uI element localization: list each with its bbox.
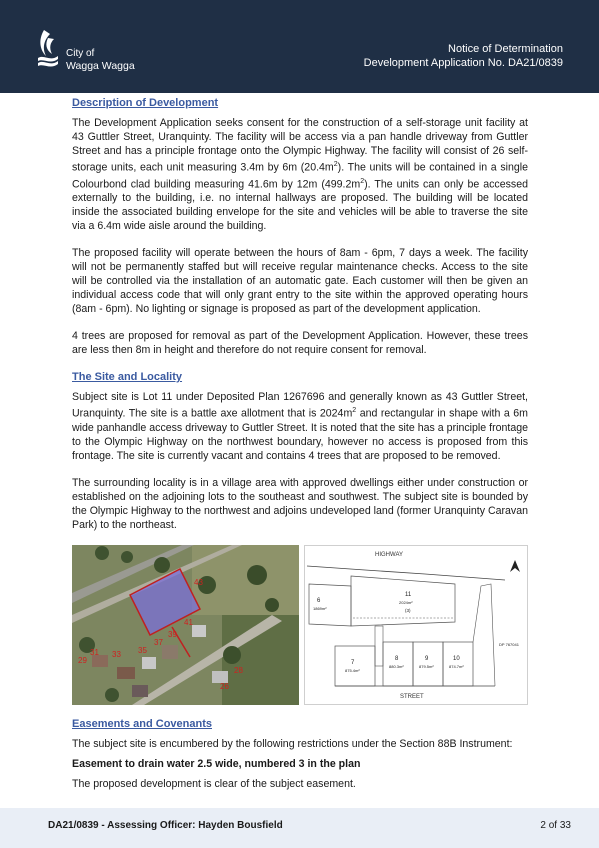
footer-reference: DA21/0839 - Assessing Officer: Hayden Bousfield xyxy=(48,820,283,831)
aerial-map-graphic xyxy=(72,545,299,705)
title-line2: Development Application No. DA21/0839 xyxy=(363,57,563,69)
lot-area: 1869m² xyxy=(313,605,327,611)
text-run: ). The units will be contained in a single Colourbond clad building measuring 41.6m by 12m (499.2m xyxy=(72,161,528,191)
document-title xyxy=(364,42,563,70)
aerial-label: 31 xyxy=(90,647,99,657)
aerial-photo xyxy=(72,545,299,705)
text-run: The Development Application seeks consent for the construction of a self-storage unit facility at 43 Guttler Street, Uranquinty. The facility will be access via a pan handle driveway from Guttler Street and has a principle frontage onto the Olympic Highway. The facility will consist of 26 self-storage units, each unit measuring 3.4m by 6m (20.4m xyxy=(72,117,528,174)
lot-area: 880.3m² xyxy=(389,663,404,669)
page-number: 2 of 33 xyxy=(540,820,571,831)
site-paragraph-2: The surrounding locality is in a village area with approved dwellings either under construction or established on the adjoining lots to the southeast and southwest. The subject site is bounded by the Olympic Highway to the northwest and adjoins undeveloped land (former Uranquinty Caravan Park) to the northeast. xyxy=(72,476,528,531)
easement-label: (3) xyxy=(405,607,411,613)
council-logo xyxy=(36,28,146,76)
lot-number: 9 xyxy=(425,655,429,662)
title-line1: Notice of Determination xyxy=(448,43,563,55)
superscript: 2 xyxy=(352,407,357,415)
aerial-label: 43 xyxy=(194,577,203,587)
logo-text-line2: Wagga Wagga xyxy=(66,60,135,72)
plan-side-note: DP 767041 xyxy=(499,641,519,647)
description-paragraph-2: The proposed facility will operate between the hours of 8am - 6pm, 7 days a week. The facility will not be permanently staffed but will receive regular maintenance checks. Access to the site will be controlled via the installation of an automatic gate. Each customer will then be given an individual access code that will only grant entry to the site within the approved operating hours (8am - 6pm). No lighting or signage is proposed as part of the development application. xyxy=(72,247,528,316)
superscript: 2 xyxy=(360,177,365,185)
text-run: Subject site is Lot 11 under Deposited Plan 1267696 and generally known as 43 Guttler Street, Uranquinty. The site is a battle axe allotment that is 2024m xyxy=(72,391,528,420)
wave-logo-icon xyxy=(36,28,64,72)
logo-text-line1: City of xyxy=(66,48,95,59)
lot-number: 6 xyxy=(317,597,321,604)
section-heading-description: Description of Development xyxy=(72,97,219,109)
aerial-label: 39 xyxy=(168,629,177,639)
aerial-label: 29 xyxy=(78,655,87,665)
site-paragraph-1 xyxy=(72,390,528,463)
page-header xyxy=(0,0,599,93)
aerial-label: 28 xyxy=(234,665,243,675)
plan-graphic xyxy=(305,546,527,704)
lot-number: 10 xyxy=(453,655,460,662)
text-run: ). The units can only be accessed externally to the building, i.e. no internal hallways are proposed. The building will be located inside the associated building envelope for the site and vehicles will be able to traverse the site via a 6.4m wide aisle around the building. xyxy=(72,178,528,233)
superscript: 2 xyxy=(333,161,338,168)
lot-area: 879.5m² xyxy=(419,663,434,669)
deposited-plan-drawing xyxy=(304,545,528,705)
page-content xyxy=(72,96,528,797)
section-heading-easements: Easements and Covenants xyxy=(72,717,212,730)
description-paragraph-1 xyxy=(72,116,528,233)
easements-paragraph-2: Easement to drain water 2.5 wide, numbered 3 in the plan xyxy=(72,757,361,770)
north-arrow-icon xyxy=(510,560,520,572)
highway-label: HIGHWAY xyxy=(375,551,403,558)
easements-paragraph-3: The proposed development is clear of the subject easement. xyxy=(72,777,356,790)
text-run: and rectangular in shape with a 6m wide panhandle access driveway to Guttler Street. It is noted that the site has a principle frontage to the Olympic Highway on the northwest boundary, however no access is proposed from this frontage. The site is currently vacant and contains 4 trees that are proposed to be removed. xyxy=(72,407,528,462)
page-footer xyxy=(0,808,599,848)
lot-number: 8 xyxy=(395,655,399,662)
lot-number: 11 xyxy=(405,591,412,598)
description-paragraph-3: 4 trees are proposed for removal as part of the Development Application. However, these trees are less then 8m in height and therefore do not require consent for removal. xyxy=(72,330,528,357)
section-heading-site: The Site and Locality xyxy=(72,371,183,384)
site-figures xyxy=(72,545,528,705)
lot-area: 875.4m² xyxy=(345,667,360,673)
street-label: STREET xyxy=(400,693,424,700)
easements-paragraph-1: The subject site is encumbered by the following restrictions under the Section 88B Instrument: xyxy=(72,737,513,750)
lot-number: 7 xyxy=(351,659,355,666)
aerial-label: 33 xyxy=(112,649,121,659)
lot-area: 2024m² xyxy=(399,599,413,605)
aerial-label: 35 xyxy=(138,645,147,655)
lot-area: 874.7m² xyxy=(449,663,464,669)
aerial-label: 37 xyxy=(154,637,163,647)
aerial-label: 41 xyxy=(184,617,193,627)
aerial-label: 26 xyxy=(220,681,229,691)
